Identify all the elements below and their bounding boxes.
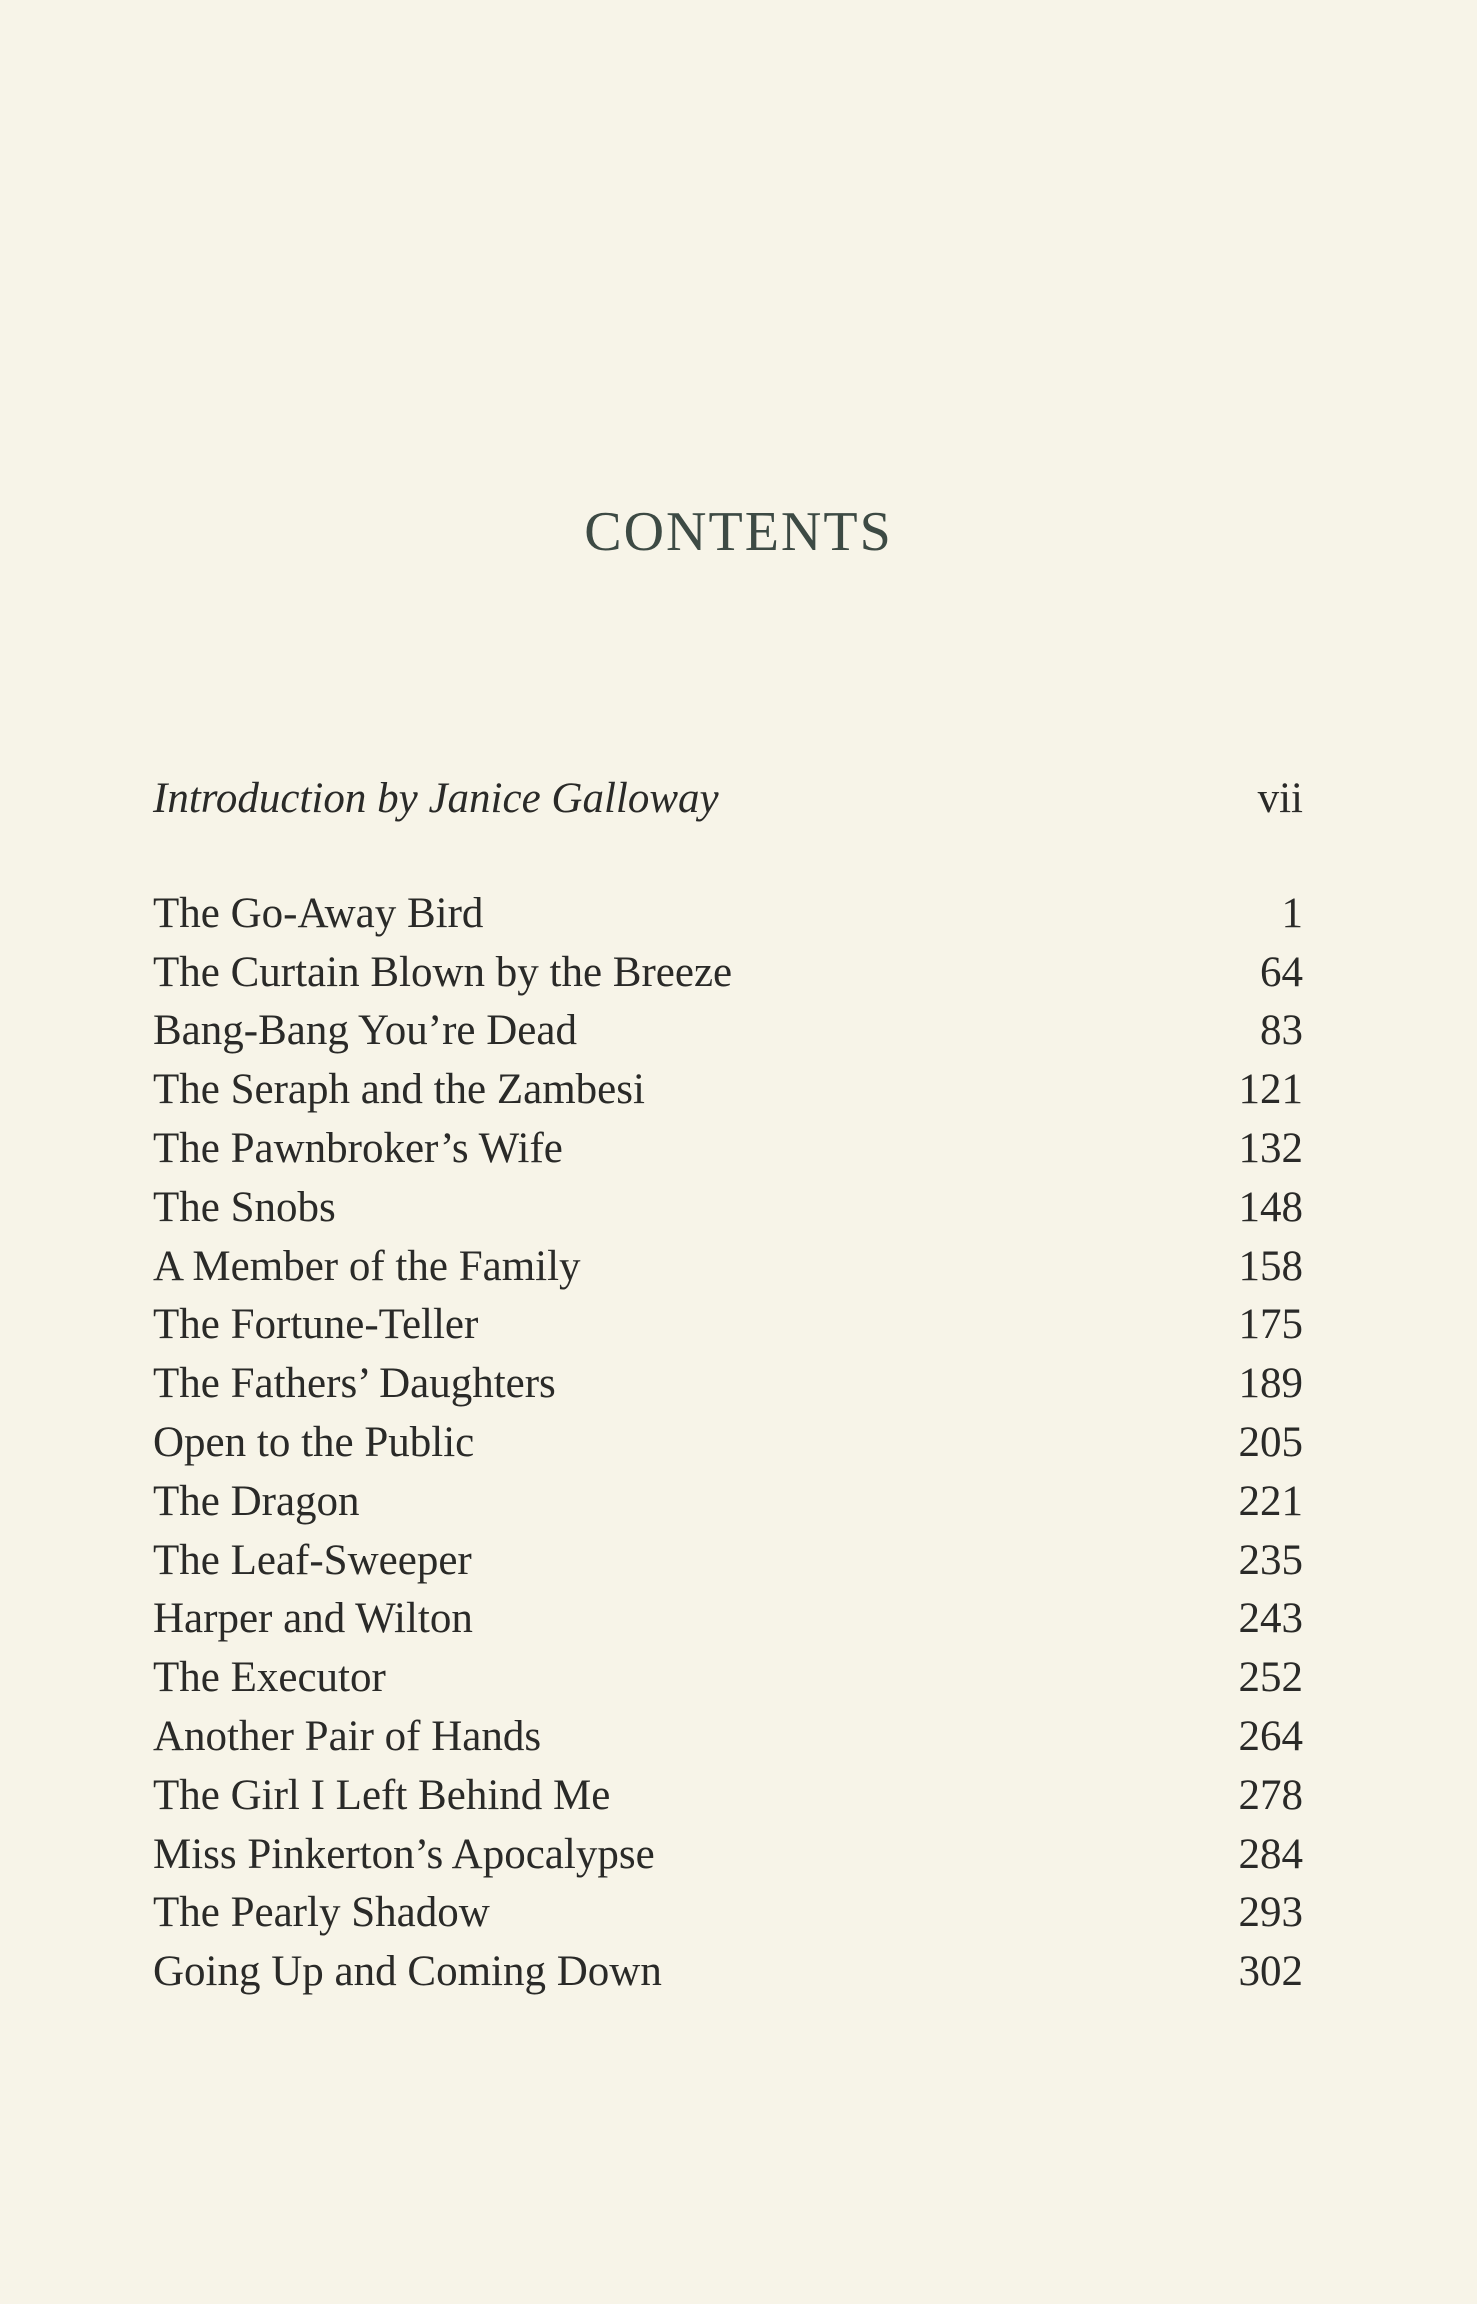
toc-entry-title: The Snobs (153, 1183, 336, 1231)
toc-entry-title: The Executor (153, 1654, 386, 1702)
toc-entry-page: 293 (1238, 1889, 1303, 1937)
toc-entry-row (153, 1061, 1303, 1120)
toc-entry-page: 243 (1238, 1595, 1303, 1643)
toc-entry-title: Miss Pinkerton’s Apocalypse (153, 1830, 655, 1878)
toc-entry-page: 235 (1238, 1536, 1303, 1584)
toc-introduction-row (153, 770, 1303, 829)
toc-entry-row (153, 1884, 1303, 1943)
toc-entry-row (153, 1708, 1303, 1767)
toc-entry-row (153, 1296, 1303, 1355)
toc-entry-title: The Fathers’ Daughters (153, 1360, 556, 1408)
toc-entry-title: The Fortune-Teller (153, 1301, 479, 1349)
toc-entry-page: vii (1257, 775, 1303, 822)
toc-entry-page: 252 (1238, 1654, 1303, 1702)
toc-entry-page: 1 (1281, 889, 1303, 937)
toc-entry-row (153, 1238, 1303, 1297)
page-title: CONTENTS (584, 501, 893, 563)
toc-entry-list (153, 885, 1303, 2002)
toc-entry-title: The Pawnbroker’s Wife (153, 1124, 563, 1172)
toc-entry-row (153, 1179, 1303, 1238)
toc-entry-title: Going Up and Coming Down (153, 1948, 662, 1996)
toc-entry-page: 205 (1238, 1418, 1303, 1466)
toc-entry-title: Another Pair of Hands (153, 1712, 542, 1760)
toc-entry-page: 83 (1260, 1007, 1303, 1055)
toc-entry-title: Introduction by Janice Galloway (153, 775, 719, 822)
table-of-contents (153, 770, 1303, 2002)
toc-entry-page: 221 (1238, 1477, 1303, 1525)
toc-entry-row (153, 1002, 1303, 1061)
toc-entry-title: A Member of the Family (153, 1242, 581, 1290)
toc-entry-page: 284 (1238, 1830, 1303, 1878)
toc-entry-row (153, 1414, 1303, 1473)
toc-entry-page: 264 (1238, 1712, 1303, 1760)
toc-entry-title: The Pearly Shadow (153, 1889, 490, 1937)
toc-entry-title: The Seraph and the Zambesi (153, 1066, 645, 1114)
toc-entry-title: The Leaf-Sweeper (153, 1536, 472, 1584)
toc-entry-title: Bang-Bang You’re Dead (153, 1007, 577, 1055)
toc-entry-row (153, 1943, 1303, 2002)
toc-entry-page: 189 (1238, 1360, 1303, 1408)
toc-entry-row (153, 1767, 1303, 1826)
toc-entry-page: 64 (1260, 948, 1303, 996)
toc-entry-title: Harper and Wilton (153, 1595, 473, 1643)
toc-entry-page: 121 (1238, 1066, 1303, 1114)
toc-entry-page: 278 (1238, 1771, 1303, 1819)
toc-entry-title: The Dragon (153, 1477, 360, 1525)
toc-entry-title: Open to the Public (153, 1418, 475, 1466)
toc-entry-page: 132 (1238, 1124, 1303, 1172)
toc-entry-row (153, 944, 1303, 1003)
toc-entry-row (153, 1355, 1303, 1414)
toc-entry-page: 302 (1238, 1948, 1303, 1996)
toc-entry-page: 158 (1238, 1242, 1303, 1290)
toc-entry-title: The Go-Away Bird (153, 889, 484, 937)
toc-entry-row (153, 1120, 1303, 1179)
toc-entry-title: The Girl I Left Behind Me (153, 1771, 611, 1819)
toc-entry-page: 148 (1238, 1183, 1303, 1231)
toc-entry-row (153, 885, 1303, 944)
toc-entry-page: 175 (1238, 1301, 1303, 1349)
toc-entry-row (153, 1532, 1303, 1591)
toc-entry-title: The Curtain Blown by the Breeze (153, 948, 733, 996)
toc-entry-row (153, 1649, 1303, 1708)
toc-entry-row (153, 1826, 1303, 1885)
toc-entry-row (153, 1590, 1303, 1649)
toc-entry-row (153, 1473, 1303, 1532)
